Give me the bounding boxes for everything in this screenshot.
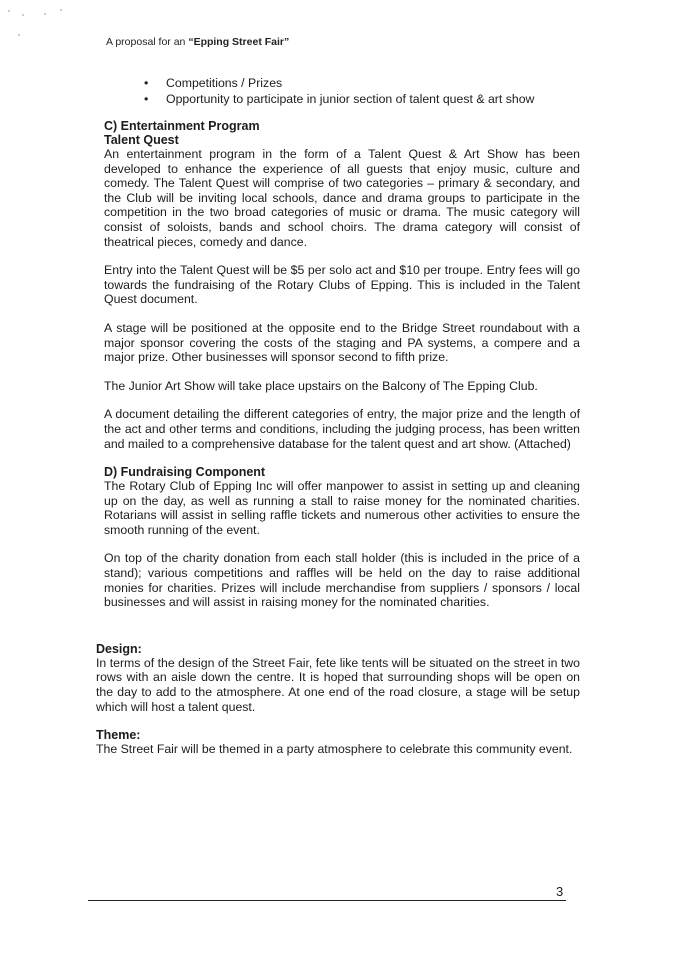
section-subtitle: Talent Quest xyxy=(104,133,179,147)
paragraph: The Junior Art Show will take place upstairs on the Balcony of The Epping Club. xyxy=(104,378,538,393)
paragraph: An entertainment program in the form of a Talent Quest & Art Show has been developed to enhance the experience of all guests that enjoy music, culture and comedy. The Talent Quest will comprise of two categories – primary & secondary, and the Club will be inviting local schools, dance and drama groups to participate in the competition in the two broad categories of music or drama. The music category will consist of soloists, bands and school choirs. The drama category will consist of theatrical pieces, comedy and dance. xyxy=(104,147,580,249)
header-title: “Epping Street Fair” xyxy=(188,36,290,48)
theme-section xyxy=(96,728,580,757)
list-item: • Competitions / Prizes xyxy=(144,76,580,92)
paragraph: On top of the charity donation from each stall holder (this is included in the price of a stand); various competitions and raffles will be held on the day to raise additional monies for charities. Prizes will include merchandise from suppliers / sponsors / local businesses and will assist in raising money for the nominated charities. xyxy=(104,551,580,610)
page-content xyxy=(96,76,580,771)
scan-speck xyxy=(44,13,46,15)
bullet-list xyxy=(96,76,580,107)
paragraph: The Street Fair will be themed in a party atmosphere to celebrate this community event. xyxy=(96,742,573,757)
paragraph: A document detailing the different categories of entry, the major prize and the length of the act and other terms and conditions, including the judging process, has been written and mailed to a comprehensive database for the talent quest and art show. (Attached) xyxy=(104,407,580,451)
paragraph: In terms of the design of the Street Fair, fete like tents will be situated on the street in two rows with an aisle down the centre. It is hoped that surrounding shops will be open on the day to add to the atmosphere. At one end of the road closure, a stage will be setup which will host a talent quest. xyxy=(96,655,580,714)
scan-speck xyxy=(22,14,24,16)
section-title: D) Fundraising Component xyxy=(104,465,266,480)
paragraph: The Rotary Club of Epping Inc will offer manpower to assist in setting up and cleaning up on the day, as well as running a stall to raise money for the nominated charities. Rotarians will assist in selling raffle tickets and numerous other activities to ensure the smooth running of the event. xyxy=(104,479,580,537)
paragraph: A stage will be positioned at the opposite end to the Bridge Street roundabout with a major sponsor covering the costs of the staging and PA systems, a compere and a major prize. Other businesses will sponsor second to fifth prize. xyxy=(104,320,580,365)
scan-speck xyxy=(18,34,20,36)
fundraising-section xyxy=(96,465,580,610)
paragraph: Entry into the Talent Quest will be $5 per solo act and $10 per troupe. Entry fees will go towards the fundraising of the Rotary Clubs of Epping. This is included in the Talent Quest document. xyxy=(104,263,580,307)
design-section xyxy=(96,642,580,714)
entertainment-section xyxy=(96,119,580,451)
section-title: Design: xyxy=(96,641,142,656)
scan-speck xyxy=(8,10,10,12)
header-prefix: A proposal for an xyxy=(106,36,189,48)
page-number: 3 xyxy=(556,884,564,899)
page-header xyxy=(106,36,289,48)
scan-speck xyxy=(60,9,62,11)
list-item: • Opportunity to participate in junior section of talent quest & art show xyxy=(144,92,580,108)
section-title: Theme: xyxy=(96,728,141,743)
footer-rule xyxy=(88,900,566,901)
section-title: C) Entertainment Program xyxy=(104,119,260,133)
